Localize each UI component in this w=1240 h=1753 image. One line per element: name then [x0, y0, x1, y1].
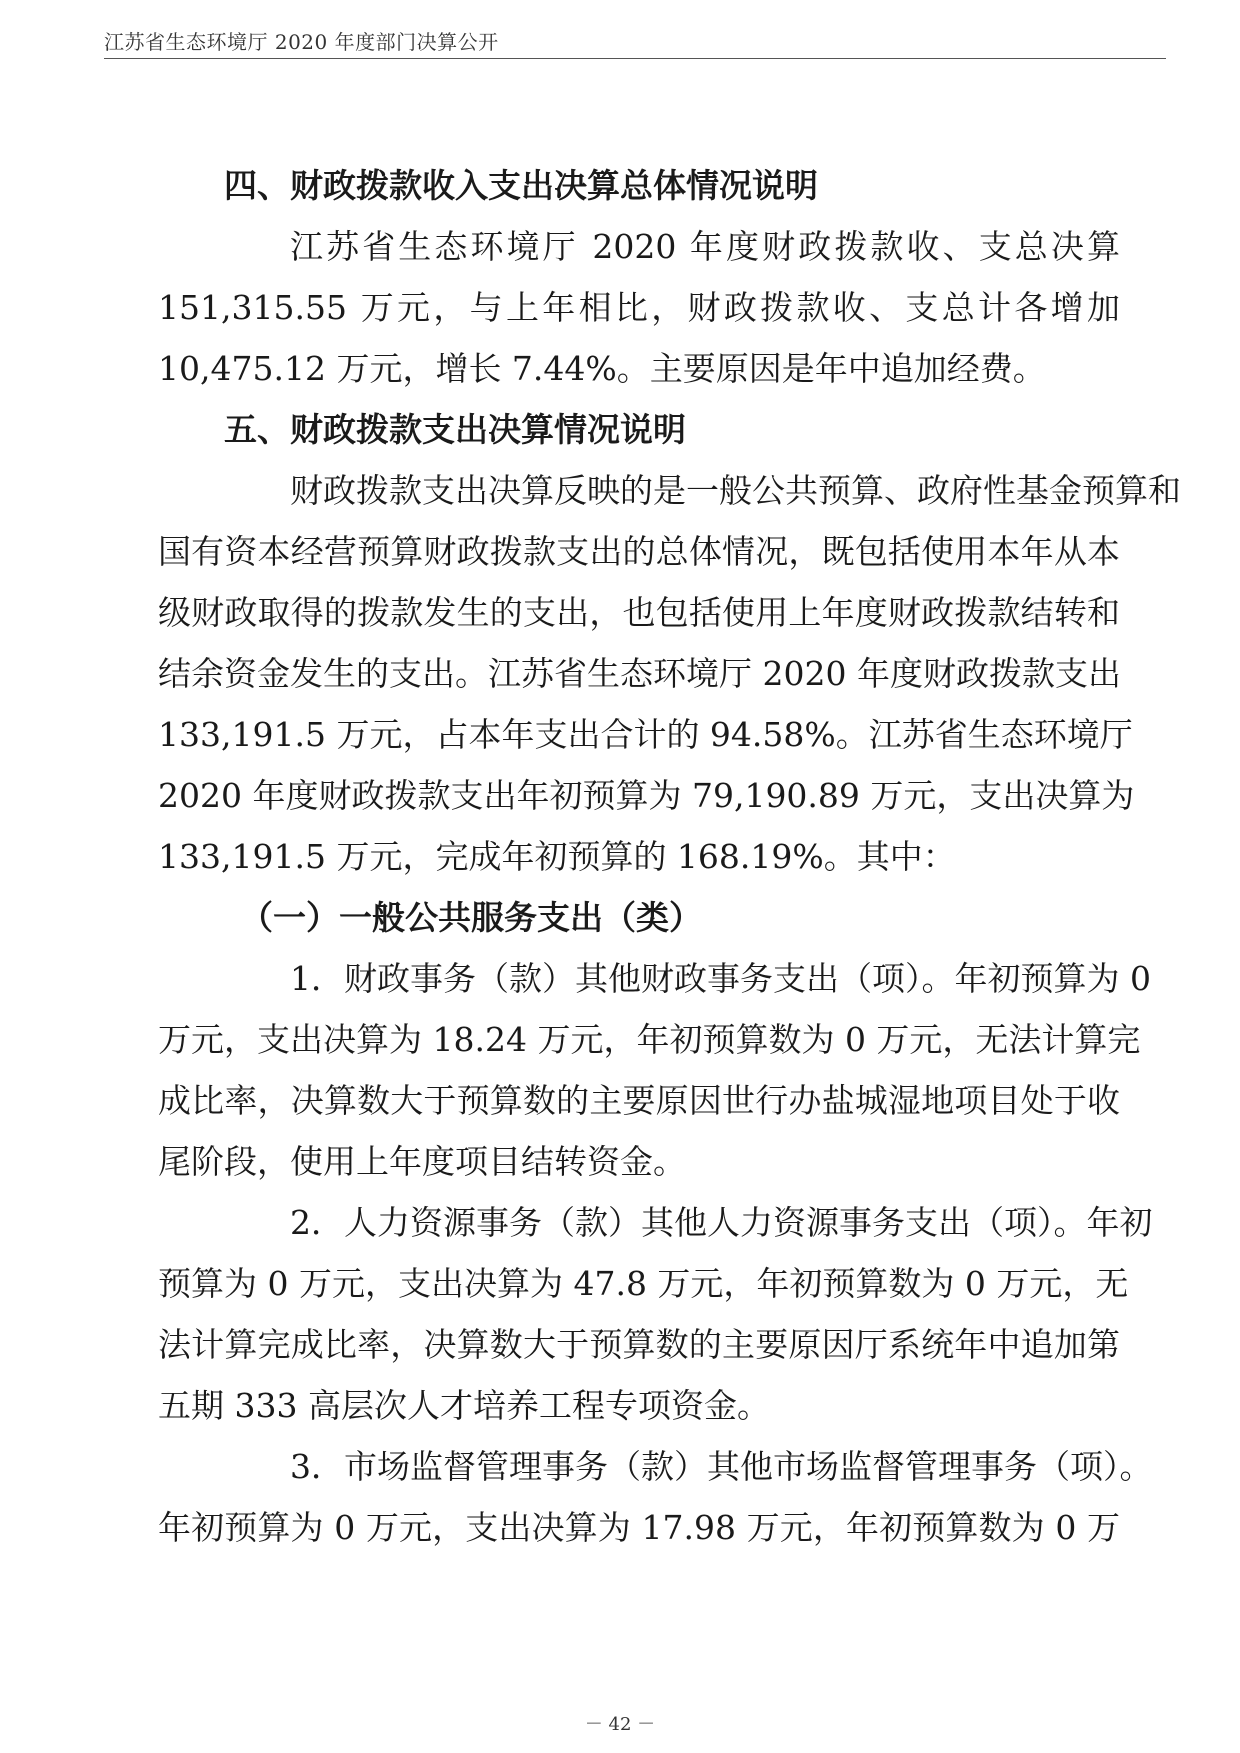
- subsection-1-heading: （一）一般公共服务支出（类）: [240, 898, 702, 937]
- section-4-paragraph: [158, 216, 1120, 399]
- paragraph-line: 3．市场监督管理事务（款）其他市场监督管理事务（项）。: [290, 1447, 1153, 1486]
- paragraph-line: 2．人力资源事务（款）其他人力资源事务支出（项）。年初: [290, 1203, 1153, 1242]
- paragraph-line: 133,191.5 万元，占本年支出合计的 94.58%。江苏省生态环境厅: [158, 715, 1133, 754]
- paragraph-line: 结余资金发生的支出。江苏省生态环境厅 2020 年度财政拨款支出: [158, 654, 1121, 693]
- document-body: [158, 155, 1181, 1558]
- paragraph-line: 尾阶段，使用上年度项目结转资金。: [158, 1142, 686, 1181]
- paragraph-line: 10,475.12 万元，增长 7.44%。主要原因是年中追加经费。: [158, 349, 1046, 388]
- section-5-paragraph: [158, 460, 1181, 887]
- header-title: 江苏省生态环境厅 2020 年度部门决算公开: [104, 30, 499, 54]
- item-1-paragraph: [158, 948, 1151, 1192]
- paragraph-line: 成比率，决算数大于预算数的主要原因世行办盐城湿地项目处于收: [158, 1081, 1120, 1120]
- paragraph-line: 2020 年度财政拨款支出年初预算为 79,190.89 万元，支出决算为: [158, 776, 1135, 815]
- item-3-paragraph: [158, 1436, 1153, 1558]
- paragraph-line: 国有资本经营预算财政拨款支出的总体情况，既包括使用本年从本: [158, 532, 1120, 571]
- paragraph-line: 财政拨款支出决算反映的是一般公共预算、政府性基金预算和: [290, 471, 1181, 510]
- paragraph-line: 五期 333 高层次人才培养工程专项资金。: [158, 1386, 770, 1425]
- header-divider: [104, 58, 1166, 59]
- paragraph-line: 预算为 0 万元，支出决算为 47.8 万元，年初预算数为 0 万元，无: [158, 1264, 1129, 1303]
- paragraph-line: 万元，支出决算为 18.24 万元，年初预算数为 0 万元，无法计算完: [158, 1020, 1141, 1059]
- paragraph-line: 151,315.55 万元，与上年相比，财政拨款收、支总计各增加: [158, 288, 1120, 327]
- item-2-paragraph: [158, 1192, 1153, 1436]
- paragraph-line: 江苏省生态环境厅 2020 年度财政拨款收、支总决算: [290, 227, 1120, 266]
- paragraph-line: 1．财政事务（款）其他财政事务支出（项）。年初预算为 0: [290, 959, 1151, 998]
- paragraph-line: 级财政取得的拨款发生的支出，也包括使用上年度财政拨款结转和: [158, 593, 1120, 632]
- page-number: － 42 －: [584, 1714, 656, 1735]
- paragraph-line: 133,191.5 万元，完成年初预算的 168.19%。其中：: [158, 837, 956, 876]
- paragraph-line: 年初预算为 0 万元，支出决算为 17.98 万元，年初预算数为 0 万: [158, 1508, 1120, 1547]
- section-5-heading: 五、财政拨款支出决算情况说明: [224, 410, 686, 449]
- paragraph-line: 法计算完成比率，决算数大于预算数的主要原因厅系统年中追加第: [158, 1325, 1120, 1364]
- section-4-heading: 四、财政拨款收入支出决算总体情况说明: [224, 166, 818, 205]
